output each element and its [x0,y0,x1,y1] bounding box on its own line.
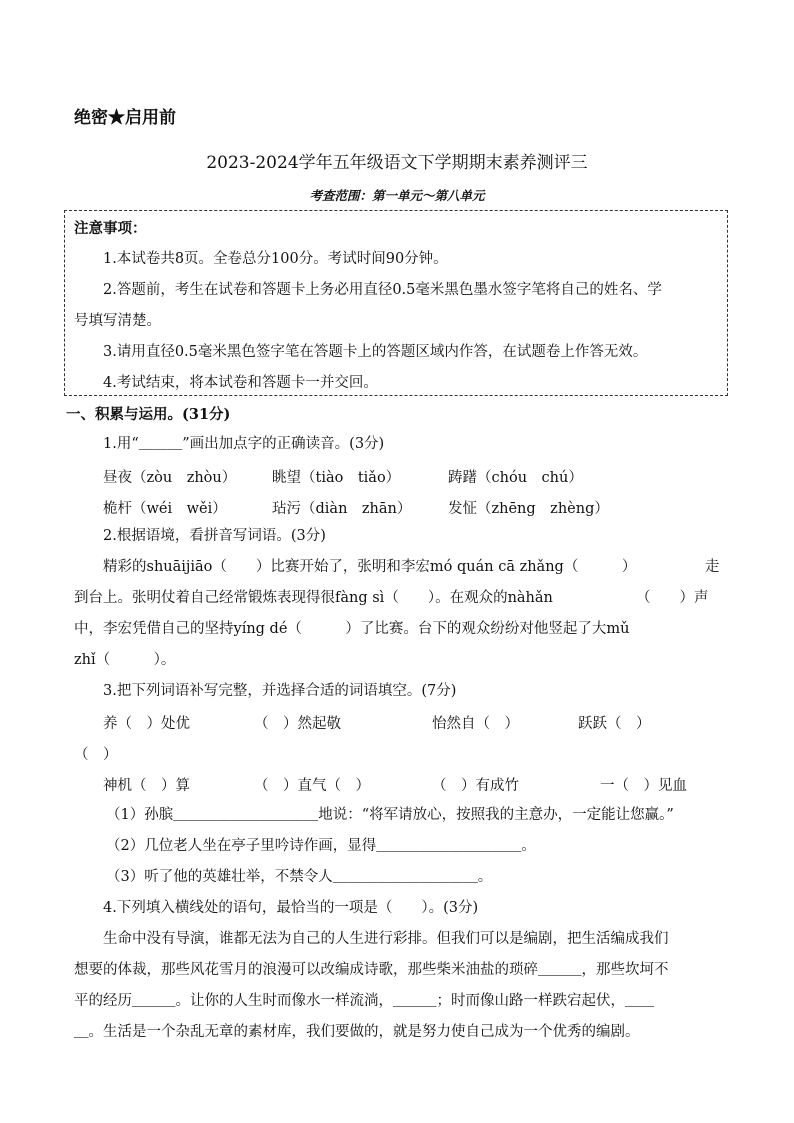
q3-word-4-wrap: （ ） [74,747,118,763]
question-3-prompt: 3.把下列词语补写完整，并选择合适的词语填空。(7分) [103,683,457,699]
q1-option-2: 眺望（tiào tiǎo） [272,470,401,486]
q2-line-3: 中，李宏凭借自己的坚持yíng dé（ ）了比赛。台下的观众纷纷对他竖起了大mǔ [74,621,630,637]
q4-paragraph-line-4: ＿。生活是一个杂乱无章的素材库，我们要做的，就是努力使自己成为一个优秀的编剧。 [74,1024,640,1040]
q1-option-1: 昼夜（zòu zhòu） [103,470,237,486]
exam-scope: 考查范围：第一单元～第八单元 [309,188,485,203]
q3-sentence-1: （1）孙膑＿＿＿＿＿＿＿＿＿＿地说：“将军请放心，按照我的主意办，一定能让您赢。” [106,807,674,823]
q2-line-2-end: （ ）声 [636,590,709,606]
question-1-prompt: 1.用“＿＿＿”画出加点字的正确读音。(3分) [103,436,385,452]
q3-word-8: 一（ ）见血 [600,778,687,794]
q3-word-7: （ ）有成竹 [432,778,519,794]
q3-word-4: 跃跃（ ） [578,716,651,732]
q3-word-5: 神机（ ）算 [103,778,190,794]
notice-item-1: 1.本试卷共8页。全卷总分100分。考试时间90分钟。 [103,251,448,267]
notice-item-2-line-2: 号填写清楚。 [74,313,161,329]
q4-paragraph-line-1: 生命中没有导演，谁都无法为自己的人生进行彩排。但我们可以是编剧，把生活编成我们 [103,931,669,947]
q3-sentence-3: （3）听了他的英雄壮举，不禁令人＿＿＿＿＿＿＿＿＿＿。 [106,869,493,885]
q4-paragraph-line-3: 平的经历＿＿＿。让你的人生时而像水一样流淌，＿＿＿；时而像山路一样跌宕起伏，＿＿ [74,993,654,1009]
notice-item-2-line-1: 2.答题前，考生在试卷和答题卡上务必用直径0.5毫米黑色墨水签字笔将自己的姓名、学 [103,282,662,298]
q2-line-1: 精彩的shuāijiāo（ ）比赛开始了，张明和李宏mó quán cā zhǎng（ ） [103,559,637,575]
question-4-prompt: 4.下列填入横线处的语句，最恰当的一项是（ ）。(3分) [103,900,479,916]
section-1-title: 一、积累与运用。(31分) [66,406,231,423]
notice-item-4: 4.考试结束，将本试卷和答题卡一并交回。 [103,375,378,391]
q4-paragraph-line-2: 想要的体裁，那些风花雪月的浪漫可以改编成诗歌，那些柴米油盐的琐碎＿＿＿，那些坎坷不 [74,962,669,978]
q3-sentence-2: （2）几位老人坐在亭子里吟诗作画，显得＿＿＿＿＿＿＿＿＿＿。 [106,838,536,854]
q3-word-1: 养（ ）处优 [103,716,190,732]
notice-item-3: 3.请用直径0.5毫米黑色签字笔在答题卡上的答题区域内作答，在试题卷上作答无效。 [103,344,648,360]
secret-label: 绝密★启用前 [74,108,176,128]
q1-option-4: 桅杆（wéi wěi） [103,501,227,517]
q1-option-5: 玷污（diàn zhān） [272,501,412,517]
q2-line-1-end: 走 [705,559,720,575]
page-title: 2023-2024学年五年级语文下学期期末素养测评三 [206,153,588,173]
q2-line-2: 到台上。张明仗着自己经常锻炼表现得很fàng sì（ ）。在观众的nàhǎn [74,590,553,606]
q3-word-3: 怡然自（ ） [432,716,519,732]
q1-option-6: 发怔（zhēng zhèng） [448,501,609,517]
q3-word-2: （ ）然起敬 [254,716,341,732]
q2-line-4: zhǐ（ ）。 [74,652,176,668]
notice-heading: 注意事项： [74,220,147,237]
question-2-prompt: 2.根据语境，看拼音写词语。(3分) [103,528,326,544]
q1-option-3: 踌躇（chóu chú） [448,470,583,486]
q3-word-6: （ ）直气（ ） [254,778,370,794]
